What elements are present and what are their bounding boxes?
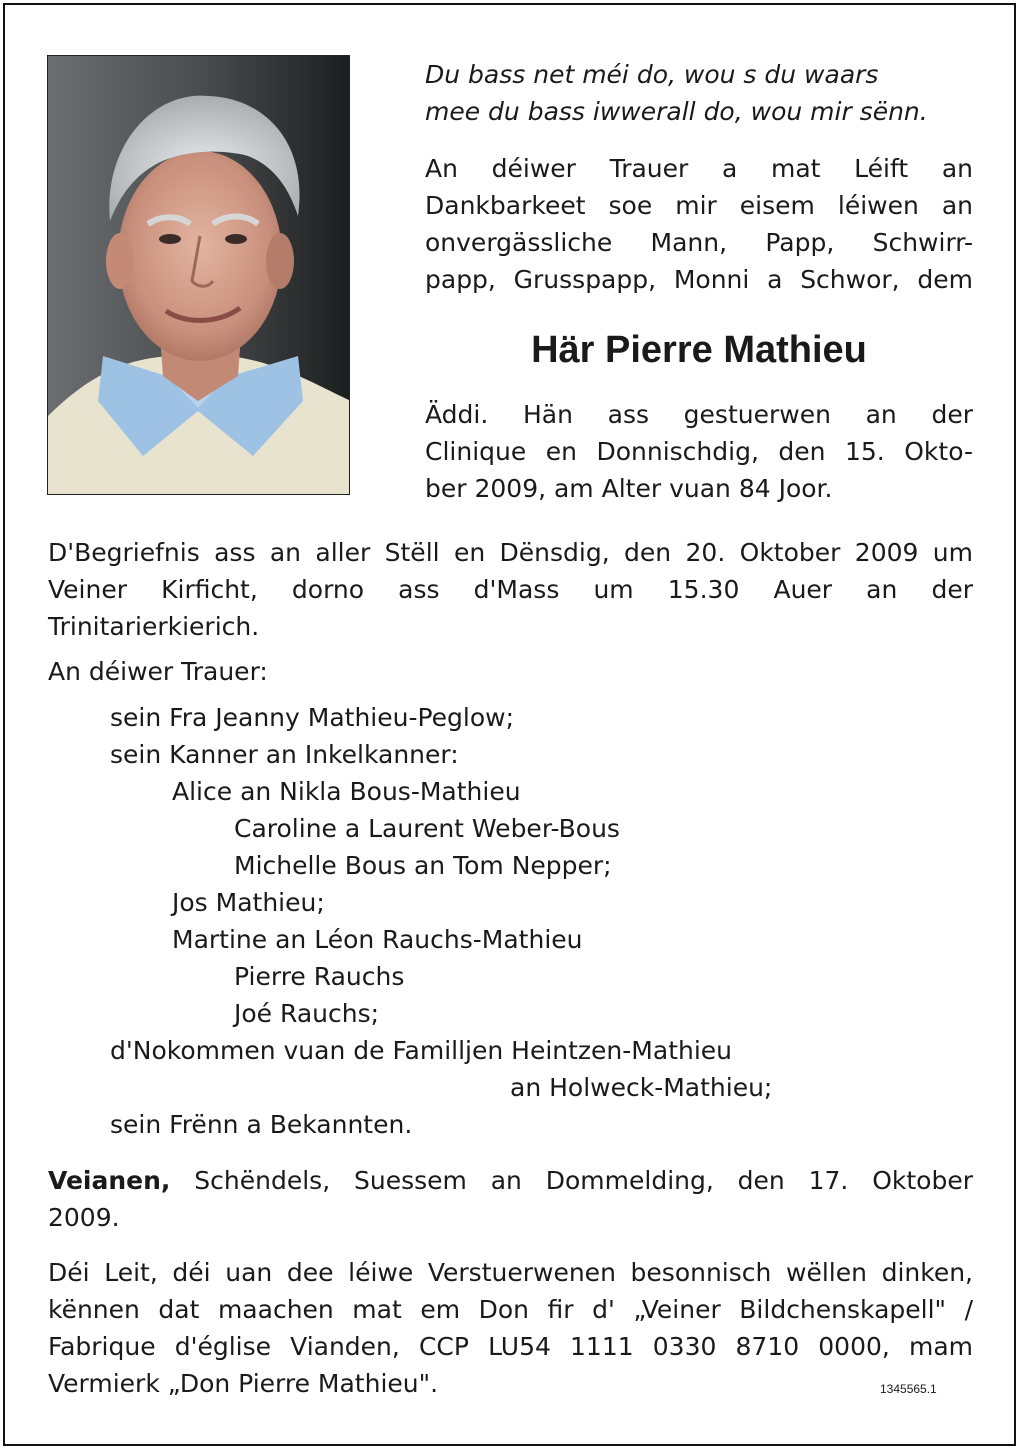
mourner-line: Joé Rauchs; xyxy=(234,999,380,1028)
donation-line: Vermierk „Don Pierre Mathieu". xyxy=(48,1369,439,1398)
mourner-line: sein Fra Jeanny Mathieu-Peglow; xyxy=(110,703,515,732)
death-line: Äddi. Hän ass gestuerwen an der xyxy=(425,400,973,429)
death-line: ber 2009, am Alter vuan 84 Joor. xyxy=(425,474,833,503)
intro-line: Dankbarkeet soe mir eisem léiwen an xyxy=(425,191,973,220)
mourner-line: Alice an Nikla Bous-Mathieu xyxy=(172,777,521,806)
mourner-line: sein Frënn a Bekannten. xyxy=(110,1110,413,1139)
mourner-line: sein Kanner an Inkelkanner: xyxy=(110,740,459,769)
mourners-heading: An déiwer Trauer: xyxy=(48,657,268,686)
mourner-line: an Holweck-Mathieu; xyxy=(510,1073,773,1102)
mourner-line: Pierre Rauchs xyxy=(234,962,405,991)
funeral-line: D'Begriefnis ass an aller Stëll en Dënsdig, den 20. Oktober 2009 um xyxy=(48,538,973,567)
mourner-line: d'Nokommen vuan de Familljen Heintzen-Mathieu xyxy=(110,1036,733,1065)
donation-line: Fabrique d'église Vianden, CCP LU54 1111 0330 8710 0000, mam xyxy=(48,1332,973,1361)
mourner-line: Jos Mathieu; xyxy=(172,888,325,917)
donation-line: Déi Leit, déi uan dee léiwe Verstuerwenen besonnisch wëllen dinken, xyxy=(48,1258,973,1287)
portrait-photo xyxy=(47,55,350,495)
intro-line: papp, Grusspapp, Monni a Schwor, dem xyxy=(425,265,973,294)
mourner-line: Caroline a Laurent Weber-Bous xyxy=(234,814,620,843)
mourner-line: Michelle Bous an Tom Nepper; xyxy=(234,851,612,880)
place-date-line xyxy=(48,1162,973,1199)
funeral-line: Veiner Kirficht, dorno ass d'Mass um 15.30 Auer an der xyxy=(48,575,973,604)
reference-number: 1345565.1 xyxy=(880,1382,937,1396)
death-line: Clinique en Donnischdig, den 15. Okto- xyxy=(425,437,973,466)
deceased-name: Här Pierre Mathieu xyxy=(531,329,867,371)
donation-line: kënnen dat maachen mat em Don fir d' „Veiner Bildchenskapell" / xyxy=(48,1295,973,1324)
poem-line: mee du bass iwwerall do, wou mir sënn. xyxy=(425,97,928,126)
intro-line: An déiwer Trauer a mat Léift an xyxy=(425,154,973,183)
funeral-line: Trinitarierkierich. xyxy=(48,612,260,641)
place-rest: Schëndels, Suessem an Dommelding, den 17. Oktober xyxy=(170,1166,973,1195)
place-name: Veianen, xyxy=(48,1166,171,1195)
poem-line: Du bass net méi do, wou s du waars xyxy=(425,60,879,89)
intro-line: onvergässliche Mann, Papp, Schwirr- xyxy=(425,228,973,257)
mourner-line: Martine an Léon Rauchs-Mathieu xyxy=(172,925,583,954)
place-year: 2009. xyxy=(48,1203,120,1232)
